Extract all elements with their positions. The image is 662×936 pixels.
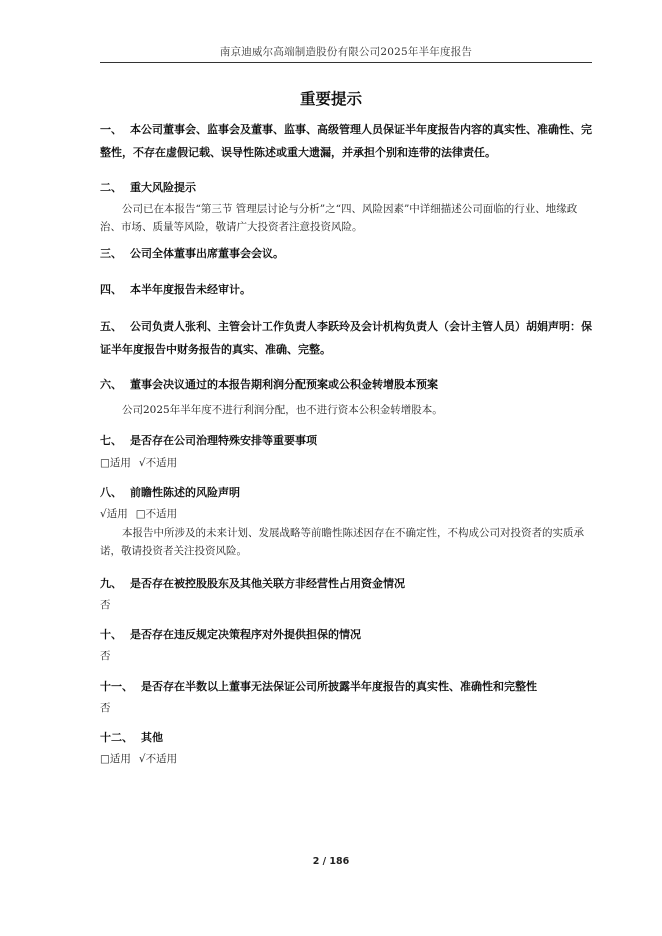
section-10-number: 十、 [100,628,122,641]
section-8-options [100,505,185,523]
section-9-text: 是否存在被控股股东及其他关联方非经营性占用资金情况 [130,577,405,590]
section-3-text: 公司全体董事出席董事会会议。 [130,247,284,260]
section-2-number: 二、 [100,181,122,194]
section-8-number: 八、 [100,486,122,499]
section-7-option-not-applicable: √不适用 [138,457,178,469]
section-2-body: 公司已在本报告“第三节 管理层讨论与分析”之“四、风险因素”中详细描述公司面临的行业、地缘政治、市场、质量等风险，敬请广大投资者注意投资风险。 [100,203,578,233]
section-10-heading [100,623,592,646]
section-5-number: 五、 [100,320,122,333]
section-12-option-not-applicable: √不适用 [138,753,178,765]
section-8-body: 本报告中所涉及的未来计划、发展战略等前瞻性陈述因存在不确定性，不构成公司对投资者的实质承诺，敬请投资者关注投资风险。 [100,527,584,557]
section-7-heading [100,429,592,452]
section-9-heading [100,572,592,595]
section-8-option-applicable: √适用 [100,508,128,520]
section-6-body: 公司2025年半年度不进行利润分配，也不进行资本公积金转增股本。 [122,404,443,416]
section-7-options [100,454,185,472]
section-4 [100,278,592,301]
section-4-number: 四、 [100,283,122,296]
section-11-number: 十一、 [100,680,133,693]
section-9-answer: 否 [100,599,111,611]
section-12-option-applicable: □适用 [100,753,131,765]
section-7-text: 是否存在公司治理特殊安排等重要事项 [130,434,317,447]
section-11-text: 是否存在半数以上董事无法保证公司所披露半年度报告的真实性、准确性和完整性 [141,680,537,693]
section-12-options [100,750,185,768]
section-9-number: 九、 [100,577,122,590]
page-title: 重要提示 [299,90,362,108]
section-2-text: 重大风险提示 [130,181,196,194]
section-8-option-not-applicable: □不适用 [135,508,178,520]
section-10-answer: 否 [100,650,111,662]
section-6-text: 董事会决议通过的本报告期利润分配预案或公积金转增股本预案 [130,378,438,391]
section-3 [100,242,592,265]
section-4-text: 本半年度报告未经审计。 [130,283,251,296]
section-12-heading [100,726,592,749]
section-12-number: 十二、 [100,731,133,744]
section-7-number: 七、 [100,434,122,447]
page-number: 2 / 186 [312,856,350,867]
section-5-text: 公司负责人张利、主管会计工作负责人李跃玲及会计机构负责人（会计主管人员）胡娟声明：保证半年度报告中财务报告的真实、准确、完整。 [100,320,592,356]
section-3-number: 三、 [100,247,122,260]
section-8-text: 前瞻性陈述的风险声明 [130,486,240,499]
header-rule [100,62,592,63]
section-1-text: 本公司董事会、监事会及董事、监事、高级管理人员保证半年度报告内容的真实性、准确性、完整性，不存在虚假记载、误导性陈述或重大遗漏，并承担个别和连带的法律责任。 [100,123,592,159]
section-5 [100,315,592,361]
page-header: 南京迪威尔高端制造股份有限公司2025年半年度报告 [219,46,473,58]
section-1-number: 一、 [100,123,122,136]
section-7-option-applicable: □适用 [100,457,131,469]
section-11-answer: 否 [100,702,111,714]
section-2-heading [100,176,592,199]
section-10-text: 是否存在违反规定决策程序对外提供担保的情况 [130,628,361,641]
section-6-number: 六、 [100,378,122,391]
section-8-heading [100,481,592,504]
section-12-text: 其他 [141,731,163,744]
section-1 [100,118,592,164]
section-11-heading [100,675,592,698]
section-6-heading [100,373,592,396]
